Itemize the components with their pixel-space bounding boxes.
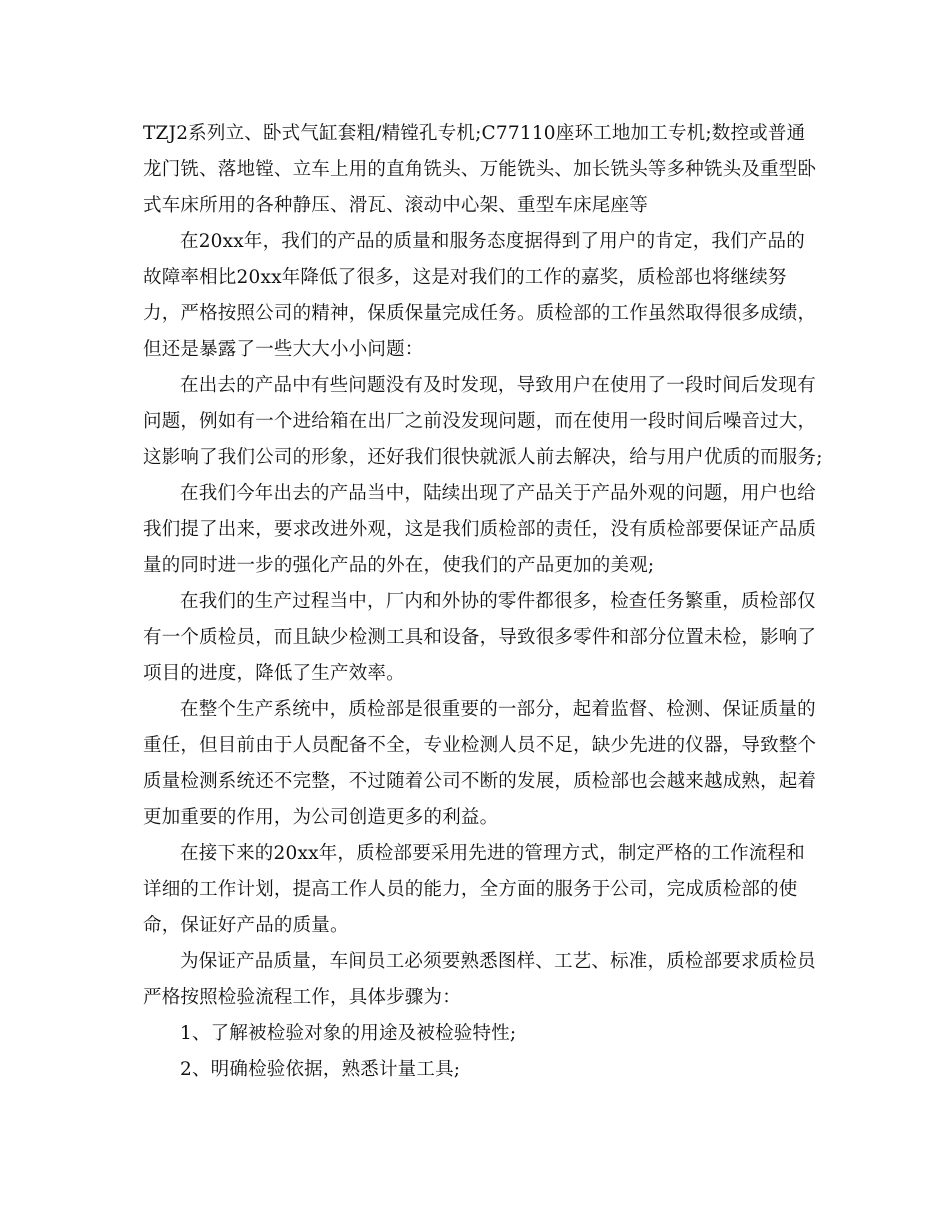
paragraph-issue-staffing: 在我们的生产过程当中，厂内和外协的零件都很多，检查任务繁重，质检部仅有一个质检员，而且缺少检测工具和设备，导致很多零件和部分位置未检，影响了项目的进度，降低了生产效率。 — [143, 591, 817, 684]
list-item-step-1: 1、了解被检验对象的用途及被检验特性; — [180, 1023, 517, 1044]
document-body — [143, 116, 823, 1088]
paragraph-inspection-intro: 为保证产品质量，车间员工必须要熟悉图样、工艺、标准，质检部要求质检员严格按照检验流程工作，具体步骤为： — [143, 951, 816, 1008]
paragraph-next-year-plan: 在接下来的20xx年，质检部要采用先进的管理方式，制定严格的工作流程和详细的工作计划，提高工作人员的能力，全方面的服务于公司，完成质检部的使命，保证好产品的质量。 — [143, 843, 805, 936]
paragraph-annual-summary: 在20xx年，我们的产品的质量和服务态度据得到了用户的肯定，我们产品的故障率相比20xx年降低了很多，这是对我们的工作的嘉奖，质检部也将继续努力，严格按照公司的精神，保质保量完成任务。质检部的工作虽然取得很多成绩，但还是暴露了一些大大小小问题： — [143, 231, 817, 360]
list-item-step-2: 2、明确检验依据，熟悉计量工具; — [180, 1059, 461, 1080]
paragraph-issue-detection: 在出去的产品中有些问题没有及时发现，导致用户在使用了一段时间后发现有问题，例如有一个进给箱在出厂之前没发现问题，而在使用一段时间后噪音过大，这影响了我们公司的形象，还好我们很快就派人前去解决，给与用户优质的而服务; — [143, 375, 823, 468]
paragraph-issue-appearance: 在我们今年出去的产品当中，陆续出现了产品关于产品外观的问题，用户也给我们提了出来，要求改进外观，这是我们质检部的责任，没有质检部要保证产品质量的同时进一步的强化产品的外在，使我们的产品更加的美观; — [143, 483, 817, 576]
paragraph-system-role: 在整个生产系统中，质检部是很重要的一部分，起着监督、检测、保证质量的重任，但目前由于人员配备不全，专业检测人员不足，缺少先进的仪器，导致整个质量检测系统还不完整，不过随着公司不断的发展，质检部也会越来越成熟，起着更加重要的作用，为公司创造更多的利益。 — [143, 699, 817, 828]
paragraph-equipment-list: TZJ2系列立、卧式气缸套粗/精镗孔专机;C77110座环工地加工专机;数控或普通龙门铣、落地镗、立车上用的直角铣头、万能铣头、加长铣头等多种铣头及重型卧式车床所用的各种静压、滑瓦、滚动中心架、重型车床尾座等 — [143, 123, 817, 216]
